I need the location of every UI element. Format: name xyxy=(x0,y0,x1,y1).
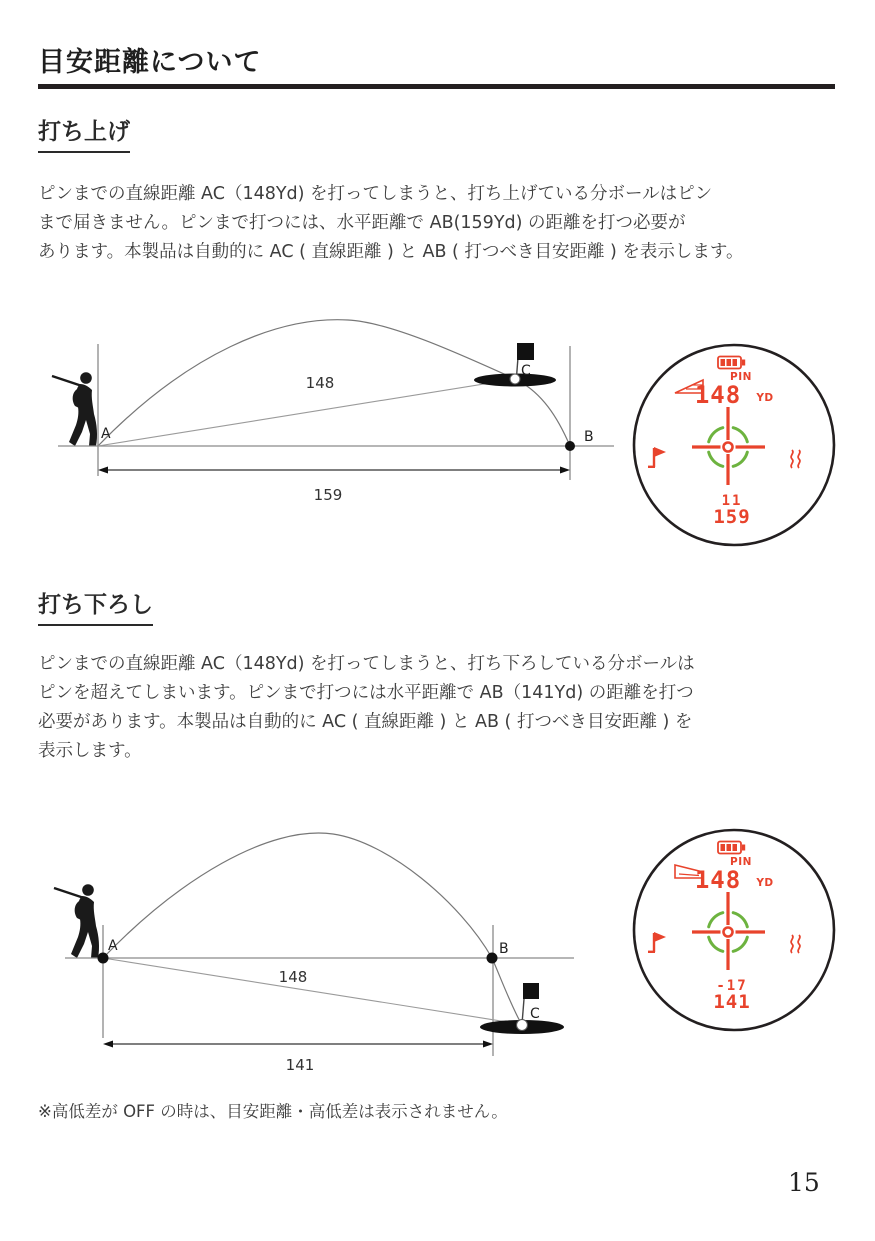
paragraph-downhill-line3: 必要があります。本製品は自動的に AC ( 直線距離 ) と AB ( 打つべき目安距離 ) を xyxy=(38,712,693,732)
downhill-diagram xyxy=(38,820,623,1080)
paragraph-uphill-line1: ピンまでの直線距離 AC（148Yd) を打ってしまうと、打ち上げている分ボールはピン xyxy=(38,184,713,204)
ball-trajectory xyxy=(103,833,522,1025)
target-distance-readout: 159 xyxy=(713,506,751,528)
pin-mode-label: PIN xyxy=(730,856,752,868)
direct-line-ac xyxy=(103,958,520,1024)
golfer-silhouette xyxy=(54,884,99,958)
golfer-silhouette xyxy=(52,372,97,446)
point-a-label: A xyxy=(108,938,118,954)
paragraph-downhill-line2: ピンを超えてしまいます。ピンまで打つには水平距離で AB（141Yd) の距離を打つ xyxy=(38,683,694,703)
direct-distance-label: 148 xyxy=(278,968,308,986)
point-c-label: C xyxy=(530,1006,540,1022)
height-diff-readout: -17 xyxy=(716,978,748,994)
unit-label: YD xyxy=(756,392,774,404)
height-diff-readout: 11 xyxy=(721,493,743,509)
dimension-arrow-left xyxy=(103,1041,113,1048)
point-c-label: C xyxy=(521,363,531,379)
direct-distance-label: 148 xyxy=(305,374,335,392)
point-b-dot xyxy=(565,441,575,451)
heading-uphill: 打ち上げ xyxy=(38,113,130,153)
paragraph-uphill-line3: あります。本製品は自動的に AC ( 直線距離 ) と AB ( 打つべき目安距離 ) を表示します。 xyxy=(38,242,744,262)
pin-flag-icon xyxy=(523,983,539,999)
footnote: ※高低差が OFF の時は、目安距離・高低差は表示されません。 xyxy=(38,1102,508,1121)
page-number: 15 xyxy=(788,1168,820,1197)
page-title: 目安距離について xyxy=(38,47,262,78)
distance-readout: 148 xyxy=(694,381,742,409)
uphill-diagram xyxy=(38,308,623,538)
heading-downhill: 打ち下ろし xyxy=(38,586,153,626)
uphill-rangefinder-display xyxy=(629,340,839,550)
downhill-rangefinder-display xyxy=(629,825,839,1035)
horizontal-distance-label: 159 xyxy=(313,486,343,504)
golf-ball xyxy=(517,1020,528,1031)
paragraph-downhill-line1: ピンまでの直線距離 AC（148Yd) を打ってしまうと、打ち下ろしている分ボールは xyxy=(38,654,695,674)
point-b-label: B xyxy=(499,941,509,957)
point-b-label: B xyxy=(584,429,594,445)
dimension-arrow-right xyxy=(560,467,570,474)
paragraph-uphill xyxy=(38,180,850,267)
pin-mode-label: PIN xyxy=(730,371,752,383)
paragraph-uphill-line2: まで届きません。ピンまで打つには、水平距離で AB(159Yd) の距離を打つ必要が xyxy=(38,213,686,233)
dimension-arrow-right xyxy=(483,1041,493,1048)
unit-label: YD xyxy=(756,877,774,889)
point-b-dot xyxy=(487,953,498,964)
paragraph-downhill-line4: 表示します。 xyxy=(38,741,142,761)
horizontal-distance-label: 141 xyxy=(285,1056,315,1074)
dimension-arrow-left xyxy=(98,467,108,474)
golf-ball xyxy=(510,374,520,384)
point-a-dot xyxy=(98,953,109,964)
pin-flag-icon xyxy=(517,343,534,360)
point-a-label: A xyxy=(101,426,111,442)
distance-readout: 148 xyxy=(694,866,742,894)
target-distance-readout: 141 xyxy=(713,991,751,1013)
paragraph-downhill xyxy=(38,650,850,766)
title-rule xyxy=(38,84,835,89)
